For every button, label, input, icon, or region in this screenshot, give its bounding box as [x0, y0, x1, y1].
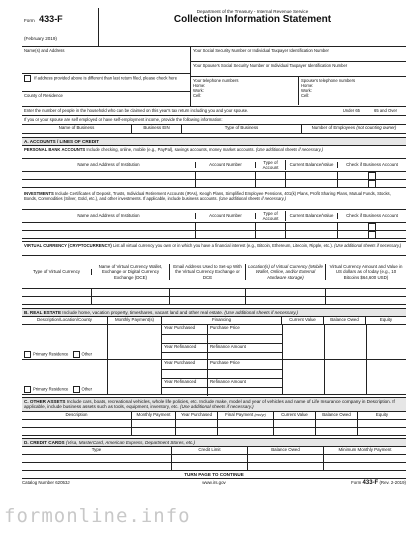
section-d-text: (Visa, MasterCard, American Express, Department Stores, etc.) [65, 440, 196, 445]
form-title-block [99, 8, 406, 46]
realestate-header-row [22, 317, 406, 325]
primary-residence-label: Primary Residence [33, 386, 69, 392]
card-row [22, 455, 406, 463]
section-d-title: D. CREDIT CARDS [24, 440, 65, 445]
asset-row [22, 420, 406, 428]
assets-col-final-label: Final Payment [225, 412, 254, 417]
virtual-col-location: Location(s) of Virtual Currency (Mobile Wallet, Online, and/or External Hardware storage) [246, 264, 326, 280]
virtual-row [22, 297, 406, 305]
inv-header-row [22, 210, 406, 223]
form-title: Collection Information Statement [173, 14, 332, 25]
re-col-monthly: Monthly Payment(s) [108, 317, 162, 324]
form-label: Form [24, 18, 35, 23]
household-row [22, 107, 406, 116]
re-col-equity: Equity [379, 317, 393, 322]
purchase-price-label: Purchase Price [210, 325, 240, 330]
your-phones-label: Your telephone numbers [193, 78, 239, 83]
re-col-financing: Financing [162, 317, 282, 324]
assets-col-final-note: (mo/yr) [254, 413, 266, 417]
primary-residence-checkbox[interactable] [24, 386, 31, 393]
department-text: Department of the Treasury - Internal Revenue Service [196, 9, 309, 14]
spouse-ssn-label: Your Spouse's Social Security Number or Individual Taxpayer Identification Number [191, 62, 406, 77]
inv-col-type: Type of Account [256, 211, 286, 222]
spouse-cell-label: Cell: [301, 93, 310, 98]
inv-col-account: Account Number [196, 213, 256, 218]
section-b-note: (Use additional sheets if necessary.) [224, 310, 299, 315]
cards-header-row [22, 447, 406, 455]
cards-col-min: Minimum Monthly Payment [338, 447, 392, 452]
investments-title: INVESTMENTS [24, 191, 54, 196]
your-cell-label: Cell: [193, 93, 202, 98]
bank-header-row [22, 159, 406, 172]
over65-label: 65 and Over [374, 108, 398, 113]
inv-col-institution: Name and Address of Institution [22, 213, 196, 218]
turn-page-text: TURN PAGE TO CONTINUE [184, 472, 244, 477]
assets-col-final [218, 412, 274, 419]
cards-col-owed: Balance Owed [248, 447, 324, 454]
employees-label: Number of Employees [311, 125, 356, 130]
cards-col-limit: Credit Limit [172, 447, 248, 454]
section-c-title: C. OTHER ASSETS [24, 399, 66, 404]
re-financing-cell [162, 325, 283, 359]
year-refinanced-label: Year Refinanced [162, 344, 208, 353]
section-a-title: A. ACCOUNTS / LINES OF CREDIT [22, 137, 406, 146]
section-c-band [22, 397, 406, 412]
section-c-text: Include cars, boats, recreational vehicles, whole life policies, etc. Include make, model and year of vehicles and name of Life Insurance company in Description. If applicable, include business assets such as tools, equipment, inventory, etc. [24, 399, 395, 409]
business-ein-label: Business EIN [132, 125, 182, 133]
realestate-row [22, 360, 406, 395]
assets-col-year: Year Purchased [176, 412, 218, 419]
business-name-label: Name of Business [22, 125, 132, 133]
address-diff-row [22, 73, 190, 92]
bank-text: Include checking, online, mobile (e.g., PayPal), savings accounts, money market accounts. [86, 147, 255, 152]
virtual-note: (Use additional sheets if necessary.) [334, 243, 402, 248]
inv-col-balance: Current Balance/Value [286, 213, 338, 218]
bank-intro [22, 146, 406, 159]
re-col-owed: Balance Owed [324, 317, 366, 324]
cards-col-type: Type [22, 447, 172, 454]
form-footer [22, 478, 406, 486]
inv-col-check: Check if Business Account [346, 213, 398, 219]
investments-note: (Use additional sheets if necessary.) [218, 196, 287, 201]
your-work-label: Work: [193, 88, 204, 93]
spouse-phones [299, 77, 406, 105]
virtual-text: List all virtual currency you own or in which you have a financial interest (e.g., Bitcoin, Ethereum, Litecoin, Ripple, etc.). [112, 243, 333, 248]
refinance-amount-label: Refinance Amount [210, 378, 246, 384]
inv-row [22, 223, 406, 231]
virtual-col-email: Email Address Used to Set-up With the Virtual Currency Exchange or DCE [170, 264, 246, 280]
virtual-intro [22, 241, 406, 256]
year-purchased-label: Year Purchased [162, 325, 208, 334]
names-address-label: Name(s) and Address [24, 48, 65, 53]
investments-intro [22, 190, 406, 210]
names-address-area [22, 47, 191, 106]
re-col-description: Description/Location/County [22, 317, 108, 324]
household-label: Enter the number of people in the household who can be claimed on this year's tax return including you and your spouse. [24, 108, 249, 113]
inv-business-checkbox[interactable] [368, 231, 376, 239]
other-label: Other [81, 386, 93, 392]
bank-title: PERSONAL BANK ACCOUNTS [24, 147, 86, 152]
virtual-header-row [22, 256, 406, 289]
spouse-work-label: Work: [301, 88, 312, 93]
section-b-band [22, 308, 406, 317]
ssn-phone-area [191, 47, 406, 106]
year-refinanced-label: Year Refinanced [162, 379, 208, 388]
footer-form-ref [286, 480, 406, 486]
form-header [22, 8, 406, 47]
purchase-price-label: Purchase Price [210, 360, 240, 365]
realestate-row [22, 325, 406, 360]
address-diff-checkbox[interactable] [24, 75, 31, 82]
assets-col-description: Description [22, 412, 132, 419]
inv-business-checkbox[interactable] [368, 223, 376, 231]
virtual-col-amount: Virtual Currency Amount and Value in US dollars as of today (e.g., 10 Bitcoins $64,600 USD) [329, 263, 403, 280]
assets-col-monthly: Monthly Payment [132, 412, 176, 419]
bank-col-type: Type of Account [256, 160, 286, 171]
self-employed-label: If you or your spouse are self employed or have self-employment income, provide the following information: [22, 116, 406, 125]
assets-col-value: Current Value [274, 412, 316, 419]
section-b-text: Include home, vacation property, timeshares, vacant land and other real estate. [62, 310, 224, 315]
bank-col-balance: Current Balance/Value [286, 162, 338, 167]
form-revision: (February 2019) [24, 36, 57, 41]
footer-form-label: Form [351, 480, 362, 485]
virtual-col-type: Type of Virtual Currency [22, 269, 92, 274]
primary-residence-label: Primary Residence [33, 351, 69, 357]
watermark: formonline.info [4, 505, 191, 527]
footer-form-number: 433-F [362, 480, 379, 486]
assets-col-owed: Balance Owed [316, 412, 358, 419]
spouse-home-label: Home: [301, 83, 314, 88]
section-c-note: (Use additional sheets if necessary.) [179, 404, 254, 409]
employees-cell [302, 125, 406, 133]
bank-row [22, 172, 406, 180]
catalog-number: Catalog Number 62053J [22, 480, 70, 485]
assets-header-row [22, 412, 406, 420]
virtual-row [22, 289, 406, 297]
phones-row [191, 77, 406, 105]
card-row [22, 463, 406, 471]
form-id-block [22, 8, 99, 46]
refinance-amount-label: Refinance Amount [210, 343, 246, 349]
other-checkbox[interactable] [73, 351, 80, 358]
county-label: County of Residence [24, 93, 63, 98]
other-checkbox[interactable] [73, 386, 80, 393]
bank-row [22, 180, 406, 188]
bank-col-check: Check if Business Account [346, 162, 398, 168]
section-b-title: B. REAL ESTATE [24, 310, 62, 315]
asset-row [22, 428, 406, 436]
spouse-phones-label: Spouse's telephone numbers [301, 78, 356, 83]
primary-residence-checkbox[interactable] [24, 351, 31, 358]
form-page [22, 8, 406, 486]
address-diff-label: If address provided above is different than last return filed, please check here [34, 75, 178, 81]
assets-col-equity: Equity [375, 412, 389, 417]
re-description-cell [22, 325, 108, 359]
your-home-label: Home: [193, 83, 206, 88]
inv-row [22, 231, 406, 239]
bank-business-checkbox[interactable] [368, 180, 376, 188]
section-d-band [22, 438, 406, 447]
form-number: 433-F [39, 14, 63, 24]
under65-label: Under 65 [342, 108, 360, 113]
virtual-col-wallet: Name of Virtual Currency Wallet, Exchange or Digital Currency Exchange (DCE) [92, 264, 170, 280]
identity-block [22, 47, 406, 107]
business-type-label: Type of Business [182, 125, 302, 133]
re-financing-cell [162, 360, 283, 394]
bank-business-checkbox[interactable] [368, 172, 376, 180]
bank-col-institution: Name and Address of Institution [22, 162, 196, 167]
other-label: Other [81, 351, 93, 357]
website-text: www.irs.gov [202, 480, 226, 485]
bank-note: (Use additional sheets if necessary.) [255, 147, 324, 152]
year-purchased-label: Year Purchased [162, 360, 208, 369]
bank-col-account: Account Number [196, 162, 256, 167]
employees-note: (not counting owner) [356, 125, 397, 130]
re-description-cell [22, 360, 108, 394]
re-col-value: Current Value [282, 317, 324, 324]
virtual-title: VIRTUAL CURRENCY (CRYPTOCURRENCY) [24, 243, 112, 248]
investments-text: Include Certificates of Deposit, Trusts, Individual Retirement Accounts (IRAs), Keogh Plans, Simplified Employee Pensions, 401(k) Plans, Profit Sharing Plans, Mutual Funds, Stocks, Bonds, Commodities (Silver, Gold, etc.), and other investments. If applicable, include business accounts. [24, 191, 391, 201]
your-phones [191, 77, 299, 105]
footer-revision: (Rev. 2-2019) [379, 480, 406, 485]
business-row [22, 125, 406, 134]
ssn-label: Your Social Security Number or Individual Taxpayer Identification Number [191, 47, 406, 62]
